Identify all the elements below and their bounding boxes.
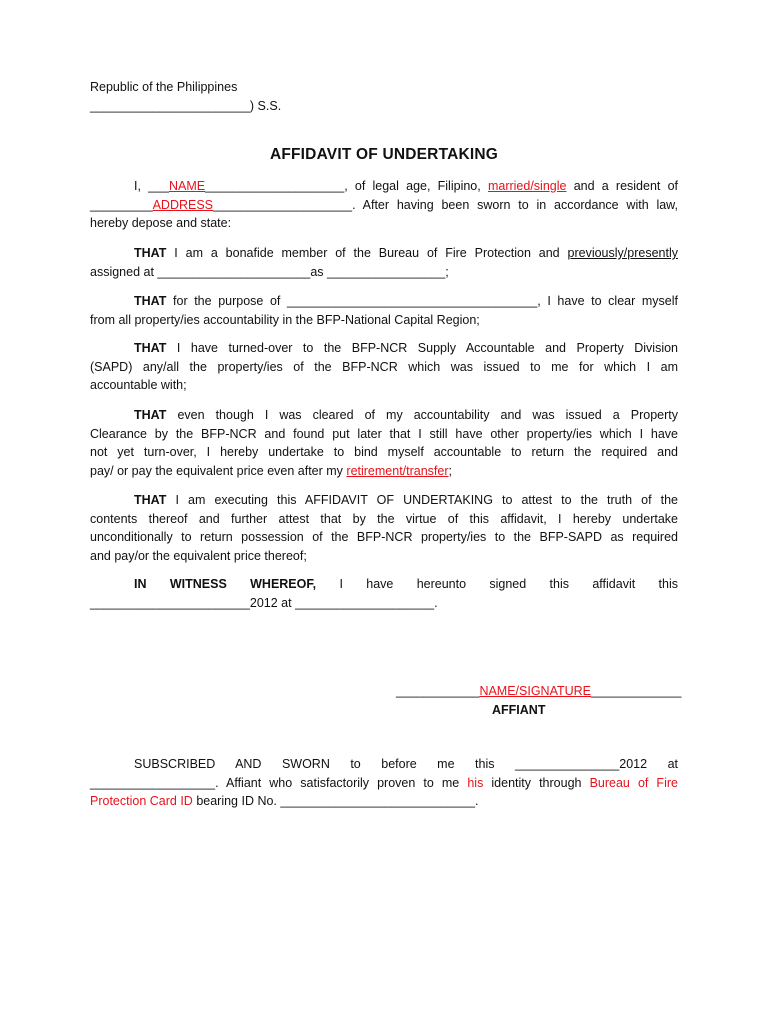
p6-line-1 bbox=[90, 491, 678, 510]
p5-line-1 bbox=[90, 406, 678, 425]
p6-line-2: contents thereof and further attest that by the virtue of this affidavit, I hereby undertake bbox=[90, 511, 678, 526]
address-blank-pre: _________ bbox=[90, 197, 153, 212]
p3-line-1 bbox=[90, 292, 678, 311]
id-type-placeholder-2: Protection Card ID bbox=[90, 794, 193, 808]
ss-label: ) S.S. bbox=[249, 98, 282, 113]
p7-text: I have hereunto signed this affidavit this bbox=[339, 577, 678, 591]
retirement-transfer-placeholder: retirement/transfer bbox=[346, 463, 449, 478]
witness-keyword: IN WITNESS WHEREOF, bbox=[134, 577, 317, 591]
that-keyword: THAT bbox=[134, 341, 167, 355]
p1-mid: , of legal age, Filipino, bbox=[344, 179, 481, 193]
jurat-text: SUBSCRIBED AND SWORN to before me this bbox=[134, 757, 495, 771]
p3-text: for the purpose of ____________________________________, I have to clear myself bbox=[173, 294, 678, 308]
ss-blank: _______________________ bbox=[90, 98, 250, 113]
pronoun-placeholder: his bbox=[467, 775, 484, 790]
affiant-label: AFFIANT bbox=[492, 702, 546, 717]
p1-prefix: I, ___ bbox=[134, 179, 170, 193]
p2-mid: I am a bonafide member of the Bureau of Fire Protection and bbox=[174, 246, 560, 260]
paragraph-purpose bbox=[90, 292, 678, 329]
name-blank: ____________________ bbox=[205, 179, 345, 193]
p7-line-1 bbox=[90, 575, 678, 594]
jurat-line-3 bbox=[90, 792, 678, 811]
p6-text: I am executing this AFFIDAVIT OF UNDERTAKING to attest to the truth of the bbox=[175, 493, 678, 507]
address-blank: ____________________ bbox=[213, 197, 353, 212]
signature-block bbox=[396, 682, 696, 719]
p5-line-2: Clearance by the BFP-NCR and found put later that I still have other property/ies which I have bbox=[90, 426, 678, 441]
republic-line: Republic of the Philippines bbox=[90, 80, 238, 94]
jurat-at: at bbox=[667, 757, 679, 771]
p6-line-4: and pay/or the equivalent price thereof; bbox=[90, 548, 307, 563]
p1-line-3: hereby depose and state: bbox=[90, 216, 232, 230]
p5-text: even though I was cleared of my accountability and was issued a Property bbox=[177, 408, 678, 422]
p1-line-2 bbox=[90, 196, 678, 215]
p4-text: I have turned-over to the BFP-NCR Supply Accountable and Property Division bbox=[176, 341, 678, 355]
p6-line-3: unconditionally to return possession of the BFP-NCR property/ies to the BFP-SAPD as required bbox=[90, 530, 678, 544]
signature-line bbox=[396, 682, 696, 701]
paragraph-membership bbox=[90, 244, 678, 281]
id-type-placeholder-1: Bureau of Fire bbox=[589, 775, 678, 790]
p5-l4-pre: pay/ or pay the equivalent price even after my bbox=[90, 463, 343, 478]
p3-line-2: from all property/ies accountability in the BFP-National Capital Region; bbox=[90, 312, 480, 327]
jurat-line-2 bbox=[90, 774, 678, 793]
p7-line-2: _______________________2012 at ____________________. bbox=[90, 595, 438, 610]
ss-line bbox=[90, 97, 678, 116]
paragraph-witness bbox=[90, 575, 678, 612]
assignment-status: previously/presently bbox=[567, 246, 678, 260]
p4-line-3: accountable with; bbox=[90, 378, 187, 392]
jurat-l3-post: bearing ID No. ____________________________. bbox=[196, 794, 479, 808]
p4-line-2: (SAPD) any/all the property/ies of the BFP-NCR which was issued to me for which I am bbox=[90, 359, 678, 374]
p1-post: and a resident of bbox=[573, 179, 679, 193]
p1-line-1 bbox=[90, 177, 678, 196]
signature-blank-post: _____________ bbox=[591, 684, 682, 698]
header-block bbox=[90, 78, 678, 115]
p5-l4-post: ; bbox=[448, 463, 453, 478]
that-keyword: THAT bbox=[134, 408, 167, 422]
p5-line-3: not yet turn-over, I hereby undertake to bind myself accountable to return the required and bbox=[90, 445, 678, 459]
paragraph-identity bbox=[90, 177, 678, 233]
paragraph-clearance bbox=[90, 406, 678, 480]
signature-placeholder: NAME/SIGNATURE bbox=[479, 684, 592, 698]
jurat-l2-mid: identity through bbox=[491, 775, 582, 790]
p5-line-4 bbox=[90, 462, 678, 481]
p1-l2-post: . After having been sworn to in accordance with law, bbox=[352, 197, 678, 212]
p2-line-2: assigned at ______________________as _________________; bbox=[90, 264, 449, 279]
that-keyword: THAT bbox=[134, 294, 167, 308]
that-keyword: THAT bbox=[134, 493, 167, 507]
paragraph-executing bbox=[90, 491, 678, 565]
signature-blank-pre: ____________ bbox=[396, 684, 480, 698]
civil-status-placeholder: married/single bbox=[487, 179, 567, 193]
that-keyword: THAT bbox=[134, 246, 167, 260]
jurat-block bbox=[90, 755, 678, 811]
p4-line-1 bbox=[90, 339, 678, 358]
p2-line-1 bbox=[90, 244, 678, 263]
jurat-date-blank: _______________2012 bbox=[514, 757, 648, 771]
document-title: AFFIDAVIT OF UNDERTAKING bbox=[269, 146, 499, 163]
jurat-line-1 bbox=[90, 755, 678, 774]
jurat-l2-pre: __________________. Affiant who satisfactorily proven to me bbox=[90, 775, 460, 790]
address-placeholder: ADDRESS bbox=[152, 197, 214, 212]
name-placeholder: NAME bbox=[169, 179, 206, 193]
paragraph-turnover bbox=[90, 339, 678, 395]
